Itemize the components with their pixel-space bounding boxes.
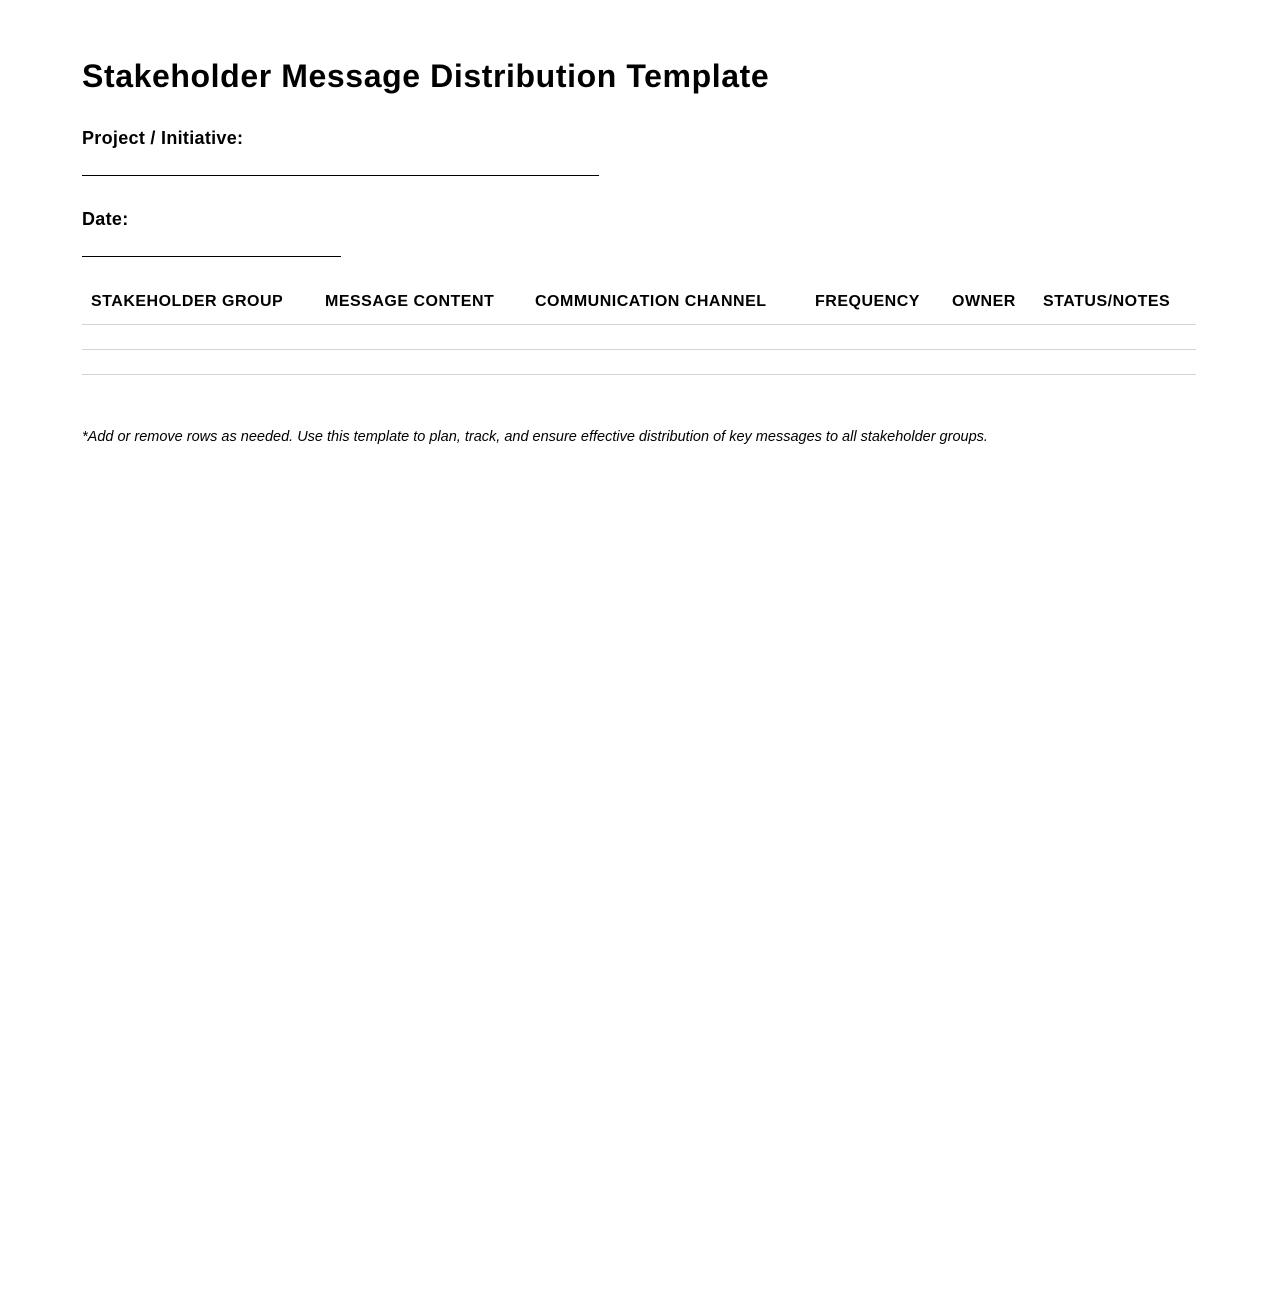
page-title: Stakeholder Message Distribution Template <box>82 58 770 94</box>
column-header-frequency: FREQUENCY <box>815 293 920 310</box>
distribution-table <box>82 284 1196 375</box>
date-label: Date: <box>82 209 129 229</box>
column-header-owner: OWNER <box>952 293 1016 310</box>
column-header-status-notes: STATUS/NOTES <box>1043 293 1171 310</box>
column-header-communication-channel: COMMUNICATION CHANNEL <box>535 293 767 310</box>
table-row[interactable] <box>82 325 1196 350</box>
table-header-row <box>82 284 1196 325</box>
column-header-stakeholder-group: STAKEHOLDER GROUP <box>91 293 284 310</box>
project-initiative-label: Project / Initiative: <box>82 128 244 148</box>
footnote: *Add or remove rows as needed. Use this template to plan, track, and ensure effective distribution of key messages to all stakeholder groups. <box>82 429 988 445</box>
column-header-message-content: MESSAGE CONTENT <box>325 293 495 310</box>
date-field[interactable] <box>82 256 341 257</box>
project-initiative-field[interactable] <box>82 175 599 176</box>
table-row[interactable] <box>82 350 1196 375</box>
